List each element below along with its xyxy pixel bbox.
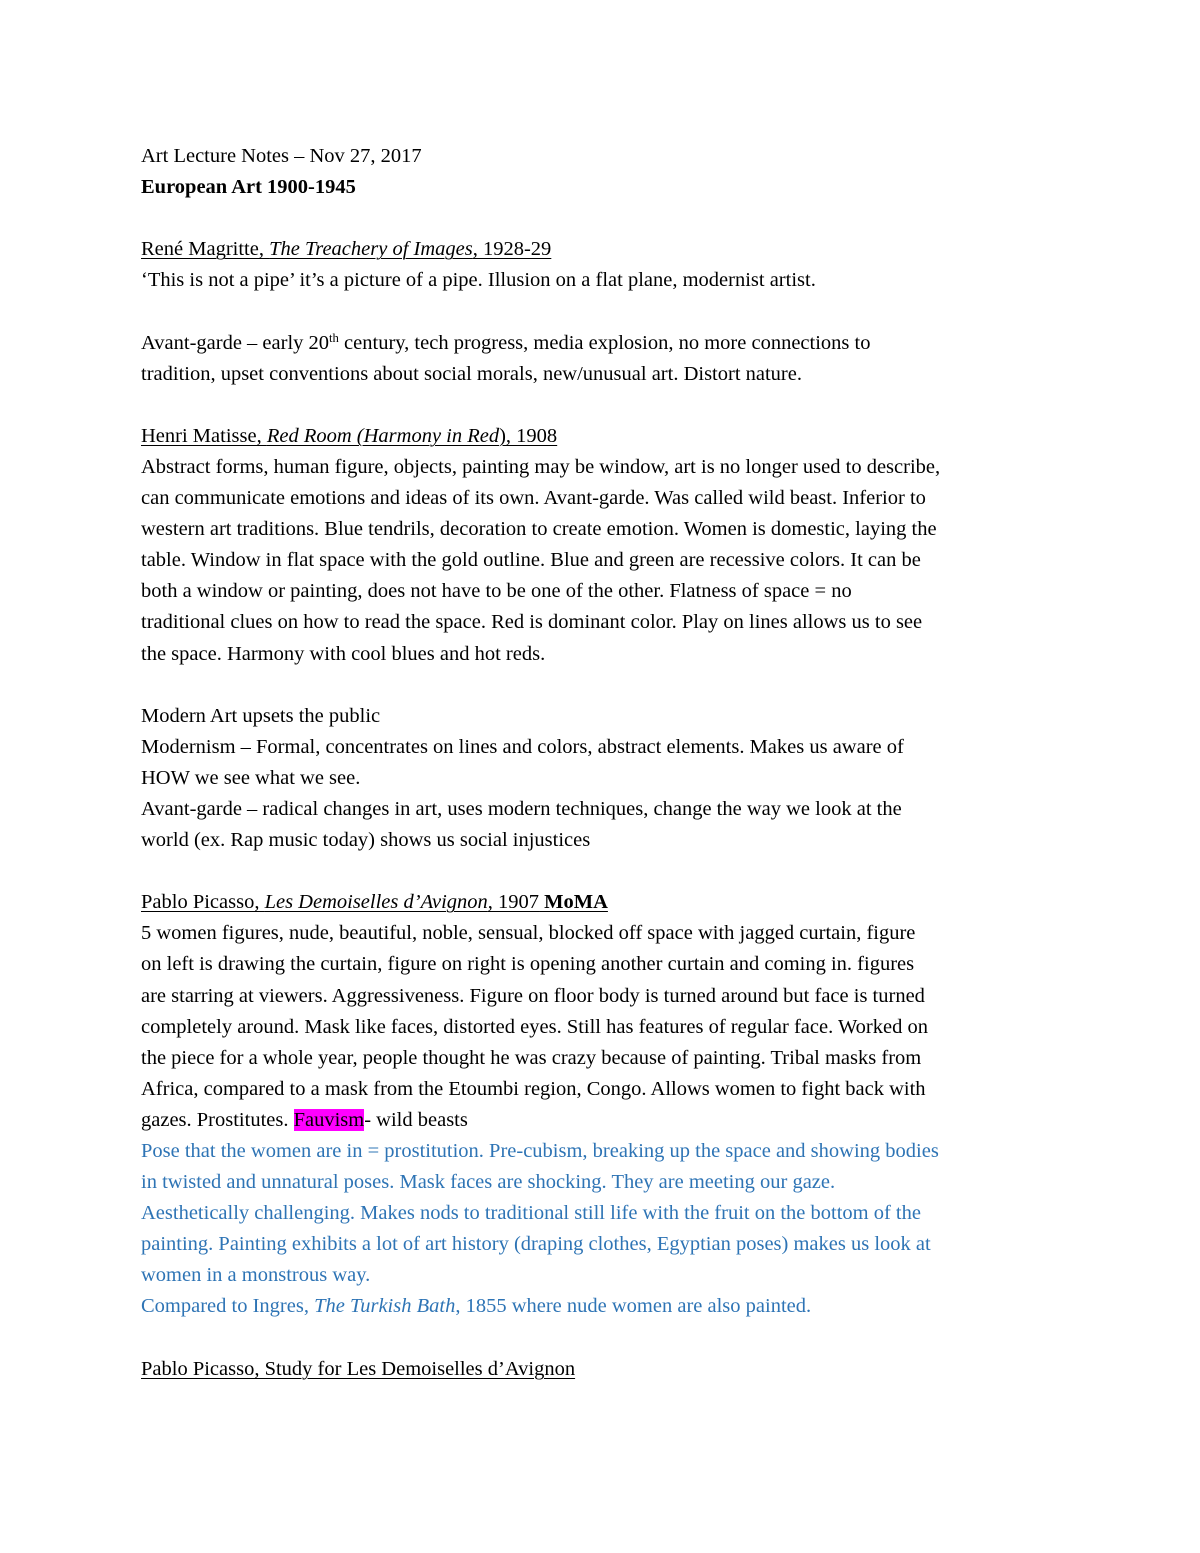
matisse-line: traditional clues on how to read the space. Red is dominant color. Play on lines allows us to see: [141, 611, 923, 634]
picasso-last-line: [141, 1105, 1071, 1136]
picasso-blue-line: in twisted and unnatural poses. Mask faces are shocking. They are meeting our gaze.: [141, 1171, 836, 1194]
document-title: Art Lecture Notes – Nov 27, 2017: [141, 145, 422, 167]
matisse-line: table. Window in flat space with the gold outline. Blue and green are recessive colors. It can be: [141, 549, 921, 572]
compare-post: , 1855 where nude women are also painted.: [455, 1295, 812, 1318]
spacer: [141, 390, 1071, 421]
spacer: [141, 1323, 1071, 1354]
picasso-line: on left is drawing the curtain, figure on right is opening another curtain and coming in. figures: [141, 953, 915, 976]
avant-garde-line-2: tradition, upset conventions about social morals, new/unusual art. Distort nature.: [141, 362, 802, 385]
picasso-line: Africa, compared to a mask from the Etoumbi region, Congo. Allows women to fight back with: [141, 1077, 926, 1100]
matisse-date: ), 1908: [499, 424, 558, 447]
matisse-line: both a window or painting, does not have to be one of the other. Flatness of space = no: [141, 580, 852, 603]
avant-garde-line-1: [141, 328, 1071, 359]
modern-line: Modernism – Formal, concentrates on lines and colors, abstract elements. Makes us aware of: [141, 735, 904, 758]
study-title: Pablo Picasso, Study for Les Demoiselles d’Avignon: [141, 1357, 576, 1380]
picasso-museum: MoMA: [539, 891, 608, 914]
picasso-line: 5 women figures, nude, beautiful, noble, sensual, blocked off space with jagged curtain, figure: [141, 922, 916, 945]
modern-line: Avant-garde – radical changes in art, uses modern techniques, change the way we look at the: [141, 797, 902, 820]
magritte-heading: [141, 234, 1071, 265]
spacer: [141, 856, 1071, 887]
picasso-heading: [141, 887, 1071, 918]
magritte-note: ‘This is not a pipe’ it’s a picture of a pipe. Illusion on a flat plane, modernist artist.: [141, 269, 816, 292]
compare-work: The Turkish Bath: [314, 1295, 456, 1318]
magritte-date: , 1928-29: [472, 238, 552, 261]
avant-garde-part-1: Avant-garde – early 20: [141, 331, 330, 354]
picasso-last-post: - wild beasts: [364, 1108, 468, 1131]
matisse-line: can communicate emotions and ideas of its own. Avant-garde. Was called wild beast. Inferior to: [141, 487, 926, 510]
picasso-artist: Pablo Picasso,: [141, 891, 265, 914]
spacer: [141, 203, 1071, 234]
picasso-last-pre: gazes. Prostitutes.: [141, 1108, 294, 1131]
matisse-work: Red Room (Harmony in Red: [266, 424, 500, 447]
magritte-artist: René Magritte,: [141, 238, 270, 261]
picasso-blue-line: Aesthetically challenging. Makes nods to traditional still life with the fruit on the bottom of the: [141, 1202, 921, 1225]
picasso-line: are starring at viewers. Aggressiveness. Figure on floor body is turned around but face is turned: [141, 984, 925, 1007]
magritte-work: The Treachery of Images: [269, 238, 473, 261]
document-subtitle: European Art 1900-1945: [141, 176, 356, 199]
picasso-compare-line: [141, 1291, 1071, 1322]
matisse-line: the space. Harmony with cool blues and hot reds.: [141, 642, 546, 665]
matisse-line: Abstract forms, human figure, objects, painting may be window, art is no longer used to describe,: [141, 455, 941, 478]
picasso-line: completely around. Mask like faces, distorted eyes. Still has features of regular face. Worked on: [141, 1015, 928, 1038]
picasso-work: Les Demoiselles d’Avignon: [264, 891, 488, 914]
picasso-blue-line: women in a monstrous way.: [141, 1264, 371, 1287]
matisse-artist: Henri Matisse,: [141, 424, 267, 447]
compare-pre: Compared to Ingres,: [141, 1295, 315, 1318]
modern-line: world (ex. Rap music today) shows us social injustices: [141, 829, 591, 852]
matisse-heading: [141, 421, 1071, 452]
picasso-blue-line: Pose that the women are in = prostitution. Pre-cubism, breaking up the space and showing bodies: [141, 1140, 939, 1162]
spacer: [141, 670, 1071, 701]
spacer: [141, 296, 1071, 327]
study-heading: [141, 1354, 1071, 1385]
avant-garde-part-2: century, tech progress, media explosion, no more connections to: [338, 331, 871, 354]
modern-line: HOW we see what we see.: [141, 766, 361, 789]
avant-garde-superscript: th: [329, 330, 339, 345]
fauvism-highlight: Fauvism: [293, 1108, 365, 1131]
modern-line: Modern Art upsets the public: [141, 704, 381, 727]
matisse-line: western art traditions. Blue tendrils, decoration to create emotion. Women is domestic, laying the: [141, 518, 937, 541]
picasso-date: , 1907: [487, 891, 540, 914]
picasso-blue-line: painting. Painting exhibits a lot of art history (draping clothes, Egyptian poses) makes us look at: [141, 1233, 931, 1256]
picasso-line: the piece for a whole year, people thought he was crazy because of painting. Tribal masks from: [141, 1046, 922, 1069]
document-page: [141, 141, 1071, 1385]
